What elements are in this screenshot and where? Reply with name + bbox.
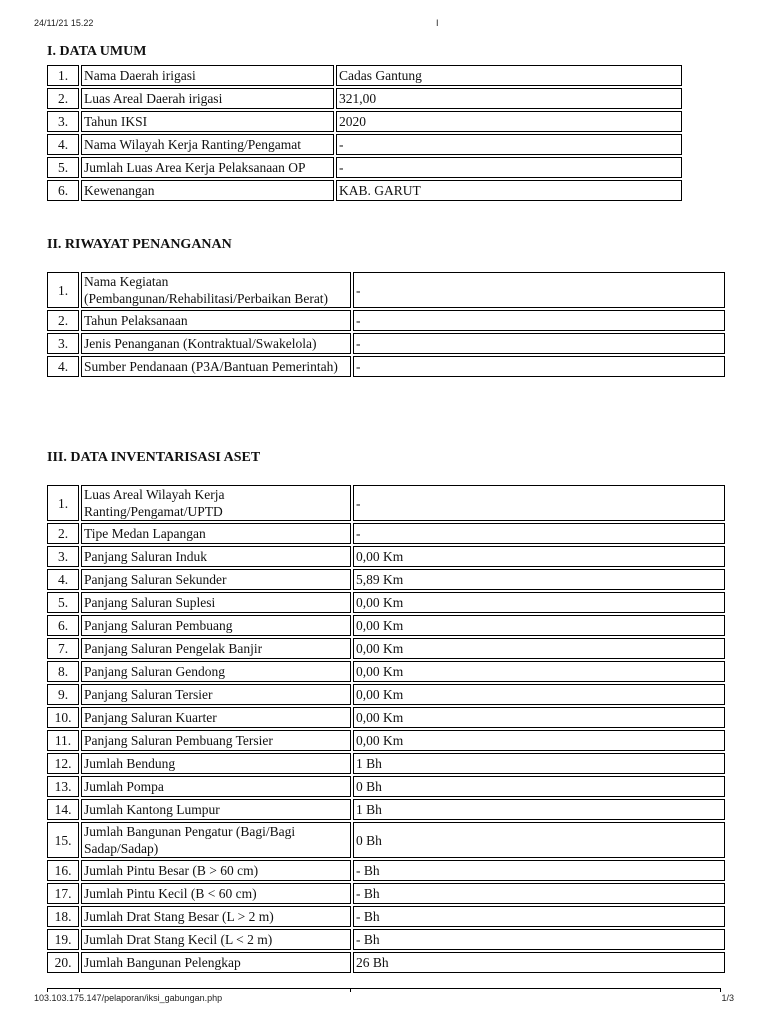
row-value: 0 Bh <box>353 822 725 858</box>
table-data-umum <box>45 63 684 203</box>
table-row <box>47 822 725 858</box>
row-label: Panjang Saluran Pengelak Banjir <box>81 638 351 659</box>
row-value: 26 Bh <box>353 952 725 973</box>
row-number: 2. <box>47 310 79 331</box>
row-label: Nama Daerah irigasi <box>81 65 334 86</box>
print-title: I <box>436 18 439 28</box>
row-label: Tahun Pelaksanaan <box>81 310 351 331</box>
row-number: 2. <box>47 88 79 109</box>
table-row <box>47 592 725 613</box>
row-label: Panjang Saluran Induk <box>81 546 351 567</box>
table-cut-off-edge <box>47 988 721 992</box>
table-row <box>47 157 682 178</box>
table-data-inventarisasi-aset <box>45 483 727 975</box>
row-value: 0,00 Km <box>353 730 725 751</box>
row-number: 3. <box>47 111 79 132</box>
page-number: 1/3 <box>721 993 734 1003</box>
page-url: 103.103.175.147/pelaporan/iksi_gabungan.php <box>34 993 223 1003</box>
row-value: 0,00 Km <box>353 546 725 567</box>
row-label: Jumlah Pompa <box>81 776 351 797</box>
row-value: 2020 <box>336 111 682 132</box>
row-label: Jumlah Kantong Lumpur <box>81 799 351 820</box>
table-row <box>47 356 725 377</box>
row-value: - <box>353 356 725 377</box>
row-value: 0,00 Km <box>353 707 725 728</box>
section-title-riwayat-penanganan: II. RIWAYAT PENANGANAN <box>47 237 232 252</box>
row-value: KAB. GARUT <box>336 180 682 201</box>
row-value: 1 Bh <box>353 753 725 774</box>
row-number: 3. <box>47 546 79 567</box>
row-number: 16. <box>47 860 79 881</box>
row-value: 0 Bh <box>353 776 725 797</box>
row-number: 19. <box>47 929 79 950</box>
row-value: 0,00 Km <box>353 684 725 705</box>
row-value: - <box>336 134 682 155</box>
row-number: 1. <box>47 272 79 308</box>
row-number: 17. <box>47 883 79 904</box>
row-number: 13. <box>47 776 79 797</box>
row-value: - <box>336 157 682 178</box>
row-label: Jenis Penanganan (Kontraktual/Swakelola) <box>81 333 351 354</box>
row-value: 0,00 Km <box>353 638 725 659</box>
row-value: 0,00 Km <box>353 592 725 613</box>
row-number: 1. <box>47 65 79 86</box>
row-value: - <box>353 485 725 521</box>
table-row <box>47 906 725 927</box>
row-value: 0,00 Km <box>353 615 725 636</box>
row-label: Sumber Pendanaan (P3A/Bantuan Pemerintah) <box>81 356 351 377</box>
table-row <box>47 799 725 820</box>
row-value: - Bh <box>353 883 725 904</box>
row-number: 4. <box>47 569 79 590</box>
table-row <box>47 569 725 590</box>
row-value: - Bh <box>353 906 725 927</box>
section-title-data-inventarisasi-aset: III. DATA INVENTARISASI ASET <box>47 450 261 465</box>
print-header <box>34 18 734 30</box>
row-label: Jumlah Bangunan Pengatur (Bagi/Bagi Sadap/Sadap) <box>81 822 351 858</box>
row-value: - <box>353 523 725 544</box>
row-number: 4. <box>47 134 79 155</box>
table-row <box>47 776 725 797</box>
table-row <box>47 546 725 567</box>
print-datetime: 24/11/21 15.22 <box>34 18 94 28</box>
table-row <box>47 310 725 331</box>
row-number: 4. <box>47 356 79 377</box>
row-label: Nama Kegiatan (Pembangunan/Rehabilitasi/Perbaikan Berat) <box>81 272 351 308</box>
table-row <box>47 88 682 109</box>
row-label: Panjang Saluran Kuarter <box>81 707 351 728</box>
row-value: - <box>353 333 725 354</box>
row-number: 3. <box>47 333 79 354</box>
row-label: Jumlah Pintu Kecil (B < 60 cm) <box>81 883 351 904</box>
table-row <box>47 684 725 705</box>
table-riwayat-penanganan <box>45 270 727 379</box>
row-label: Panjang Saluran Suplesi <box>81 592 351 613</box>
row-number: 14. <box>47 799 79 820</box>
row-value: Cadas Gantung <box>336 65 682 86</box>
row-number: 6. <box>47 615 79 636</box>
row-label: Jumlah Drat Stang Kecil (L < 2 m) <box>81 929 351 950</box>
table-row <box>47 180 682 201</box>
row-label: Jumlah Luas Area Kerja Pelaksanaan OP <box>81 157 334 178</box>
table-row <box>47 753 725 774</box>
table-row <box>47 65 682 86</box>
table-row <box>47 883 725 904</box>
row-number: 5. <box>47 157 79 178</box>
row-label: Panjang Saluran Gendong <box>81 661 351 682</box>
row-label: Jumlah Bangunan Pelengkap <box>81 952 351 973</box>
row-value: 0,00 Km <box>353 661 725 682</box>
row-value: 5,89 Km <box>353 569 725 590</box>
row-value: 321,00 <box>336 88 682 109</box>
row-number: 12. <box>47 753 79 774</box>
row-number: 2. <box>47 523 79 544</box>
row-number: 18. <box>47 906 79 927</box>
row-label: Jumlah Pintu Besar (B > 60 cm) <box>81 860 351 881</box>
row-number: 6. <box>47 180 79 201</box>
row-number: 20. <box>47 952 79 973</box>
row-number: 7. <box>47 638 79 659</box>
section-title-data-umum: I. DATA UMUM <box>47 44 147 59</box>
row-label: Jumlah Drat Stang Besar (L > 2 m) <box>81 906 351 927</box>
table-row <box>47 952 725 973</box>
row-label: Panjang Saluran Tersier <box>81 684 351 705</box>
table-row <box>47 615 725 636</box>
row-label: Nama Wilayah Kerja Ranting/Pengamat <box>81 134 334 155</box>
table-row <box>47 333 725 354</box>
row-label: Jumlah Bendung <box>81 753 351 774</box>
row-label: Panjang Saluran Sekunder <box>81 569 351 590</box>
row-number: 8. <box>47 661 79 682</box>
table-row <box>47 730 725 751</box>
row-value: - Bh <box>353 860 725 881</box>
row-number: 10. <box>47 707 79 728</box>
row-label: Tipe Medan Lapangan <box>81 523 351 544</box>
table-row <box>47 111 682 132</box>
row-value: - <box>353 272 725 308</box>
row-value: 1 Bh <box>353 799 725 820</box>
row-label: Panjang Saluran Pembuang Tersier <box>81 730 351 751</box>
row-label: Tahun IKSI <box>81 111 334 132</box>
row-label: Luas Areal Daerah irigasi <box>81 88 334 109</box>
row-number: 11. <box>47 730 79 751</box>
row-value: - <box>353 310 725 331</box>
print-footer <box>34 993 734 1005</box>
row-number: 5. <box>47 592 79 613</box>
row-number: 1. <box>47 485 79 521</box>
table-row <box>47 523 725 544</box>
table-row <box>47 860 725 881</box>
table-row <box>47 929 725 950</box>
row-number: 15. <box>47 822 79 858</box>
table-row <box>47 707 725 728</box>
table-row <box>47 272 725 308</box>
row-number: 9. <box>47 684 79 705</box>
row-label: Luas Areal Wilayah Kerja Ranting/Pengamat/UPTD <box>81 485 351 521</box>
table-row <box>47 638 725 659</box>
table-row <box>47 485 725 521</box>
row-label: Panjang Saluran Pembuang <box>81 615 351 636</box>
row-label: Kewenangan <box>81 180 334 201</box>
table-row <box>47 661 725 682</box>
table-row <box>47 134 682 155</box>
row-value: - Bh <box>353 929 725 950</box>
